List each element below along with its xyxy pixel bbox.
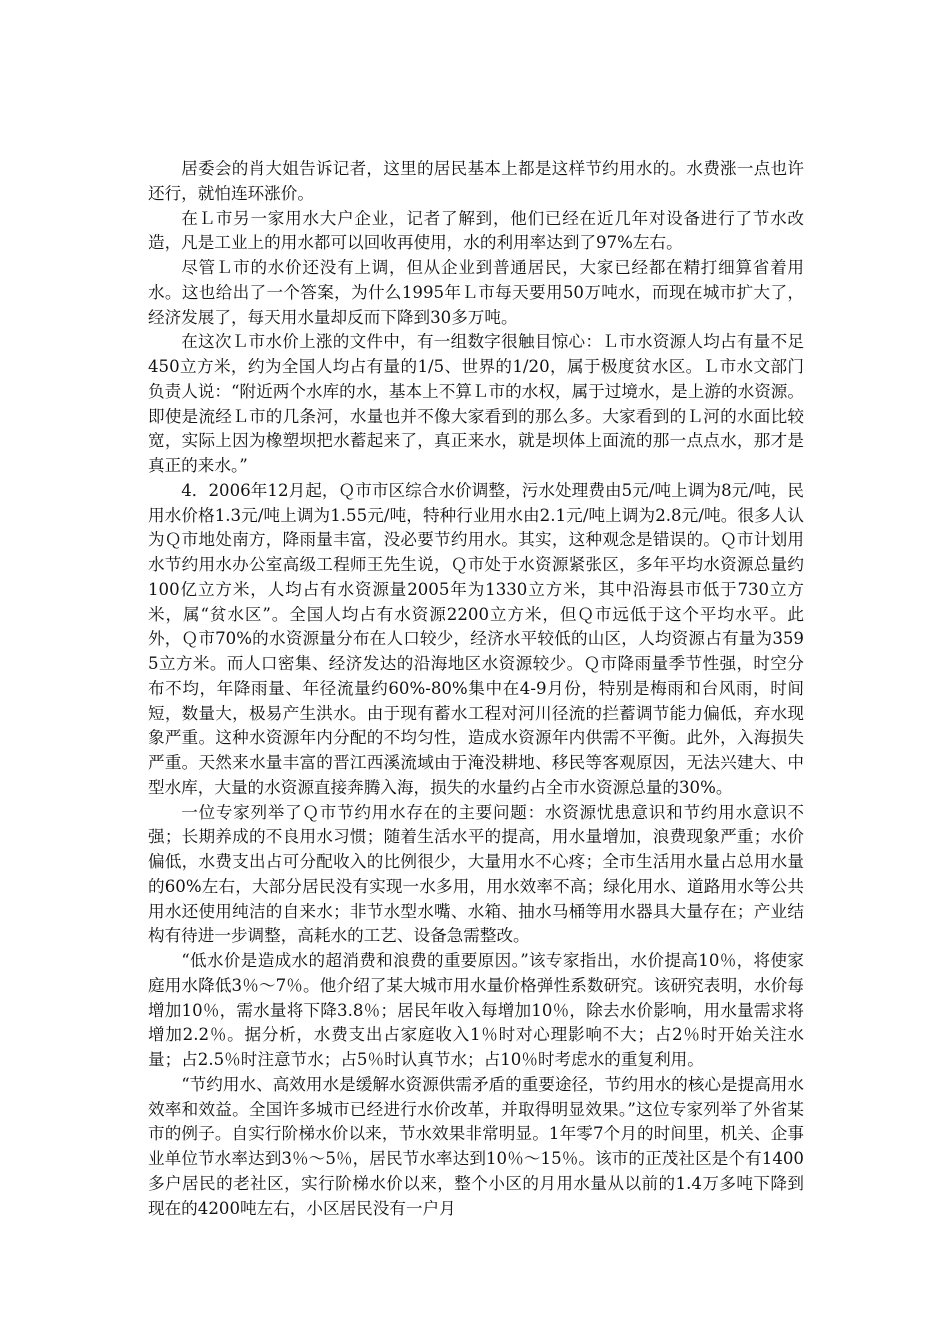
paragraph-tiered-pricing-example: “节约用水、高效用水是缓解水资源供需矛盾的重要途径，节约用水的核心是提高用水效率和效益。全国许多城市已经进行水价改革，并取得明显效果。”这位专家列举了外省某市的例子。自实行阶梯水价以来，节水效果非常明显。1年零7个月的时间里，机关、企事业单位节水率达到3％～5％，居民节水率达到10％～15％。该市的正茂社区是个有1400多户居民的老社区，实行阶梯水价以来，整个小区的月用水量从以前的1.4万多吨下降到现在的4200吨左右，小区居民没有一户月: [148, 1074, 804, 1218]
paragraph-low-price-waste: “低水价是造成水的超消费和浪费的重要原因。”该专家指出，水价提高10％，将使家庭用水降低3％～7％。他介绍了某大城市用水量价格弹性系数研究。该研究表明，水价每增加10％，需水量将下降3.8％；居民年收入每增加10％，除去水价影响，用水量需求将增加2.2％。据分析，水费支出占家庭收入1％时对心理影响不大；占2％时开始关注水量；占2.5％时注意节水；占5％时认真节水；占10％时考虑水的重复利用。: [148, 951, 804, 1069]
paragraph-q-city-price-adjustment: 4．2006年12月起，Ｑ市市区综合水价调整，污水处理费由5元/吨上调为8元/吨，民用水价格1.3元/吨上调为1.55元/吨，特种行业用水由2.1元/吨上调为2.8元/吨。很多人认为Ｑ市地处南方，降雨量丰富，没必要节约用水。其实，这种观念是错误的。Ｑ市计划用水节约用水办公室高级工程师王先生说，Ｑ市处于水资源紧张区，多年平均水资源总量约100亿立方米，人均占有水资源量2005年为1330立方米，其中沿海县市低于730立方米，属“贫水区”。全国人均占有水资源2200立方米，但Ｑ市远低于这个平均水平。此外，Ｑ市70%的水资源量分布在人口较少，经济水平较低的山区，人均资源占有量为3595立方米。而人口密集、经济发达的沿海地区水资源较少。Ｑ市降雨量季节性强，时空分布不均，年降雨量、年径流量约60%-80%集中在4-9月份，特别是梅雨和台风雨，时间短，数量大，极易产生洪水。由于现有蓄水工程对河川径流的拦蓄调节能力偏低，弃水现象严重。这种水资源年内分配的不均匀性，造成水资源年内供需不平衡。此外，入海损失严重。天然来水量丰富的晋江西溪流域由于淹没耕地、移民等客观原因，无法兴建大、中型水库，大量的水资源直接奔腾入海，损失的水量约占全市水资源总量的30%。: [148, 480, 804, 797]
document-body: [148, 157, 804, 1221]
paragraph-enterprise-recycling: 在Ｌ市另一家用水大户企业，记者了解到，他们已经在近几年对设备进行了节水改造，凡是工业上的用水都可以回收再使用，水的利用率达到了97%左右。: [148, 208, 804, 253]
paragraph-residents-saving: 居委会的肖大姐告诉记者，这里的居民基本上都是这样节约用水的。水费涨一点也许还行，就怕连环涨价。: [148, 159, 804, 203]
paragraph-water-usage-decline: 尽管Ｌ市的水价还没有上调，但从企业到普通居民，大家已经都在精打细算省着用水。这也给出了一个答案，为什么1995年Ｌ市每天要用50万吨水，而现在城市扩大了，经济发展了，每天用水量却反而下降到30多万吨。: [148, 258, 804, 327]
paragraph-expert-problems: 一位专家列举了Ｑ市节约用水存在的主要问题：水资源忧患意识和节约用水意识不强；长期养成的不良用水习惯；随着生活水平的提高，用水量增加，浪费现象严重；水价偏低，水费支出占可分配收入的比例很少，大量用水不心疼；全市生活用水量占总用水量的60%左右，大部分居民没有实现一水多用，用水效率不高；绿化用水、道路用水等公共用水还使用纯洁的自来水；非节水型水嘴、水箱、抽水马桶等用水器具大量存在；产业结构有待进一步调整，高耗水的工艺、设备急需整改。: [148, 802, 804, 946]
paragraph-water-scarcity: 在这次Ｌ市水价上涨的文件中，有一组数字很触目惊心：Ｌ市水资源人均占有量不足450立方米，约为全国人均占有量的1/5、世界的1/20，属于极度贫水区。Ｌ市水文部门负责人说：“附近两个水库的水，基本上不算Ｌ市的水权，属于过境水，是上游的水资源。即使是流经Ｌ市的几条河，水量也并不像大家看到的那么多。大家看到的Ｌ河的水面比较宽，实际上因为橡塑坝把水蓄起来了，真正来水，就是坝体上面流的那一点点水，那才是真正的来水。”: [148, 332, 804, 475]
